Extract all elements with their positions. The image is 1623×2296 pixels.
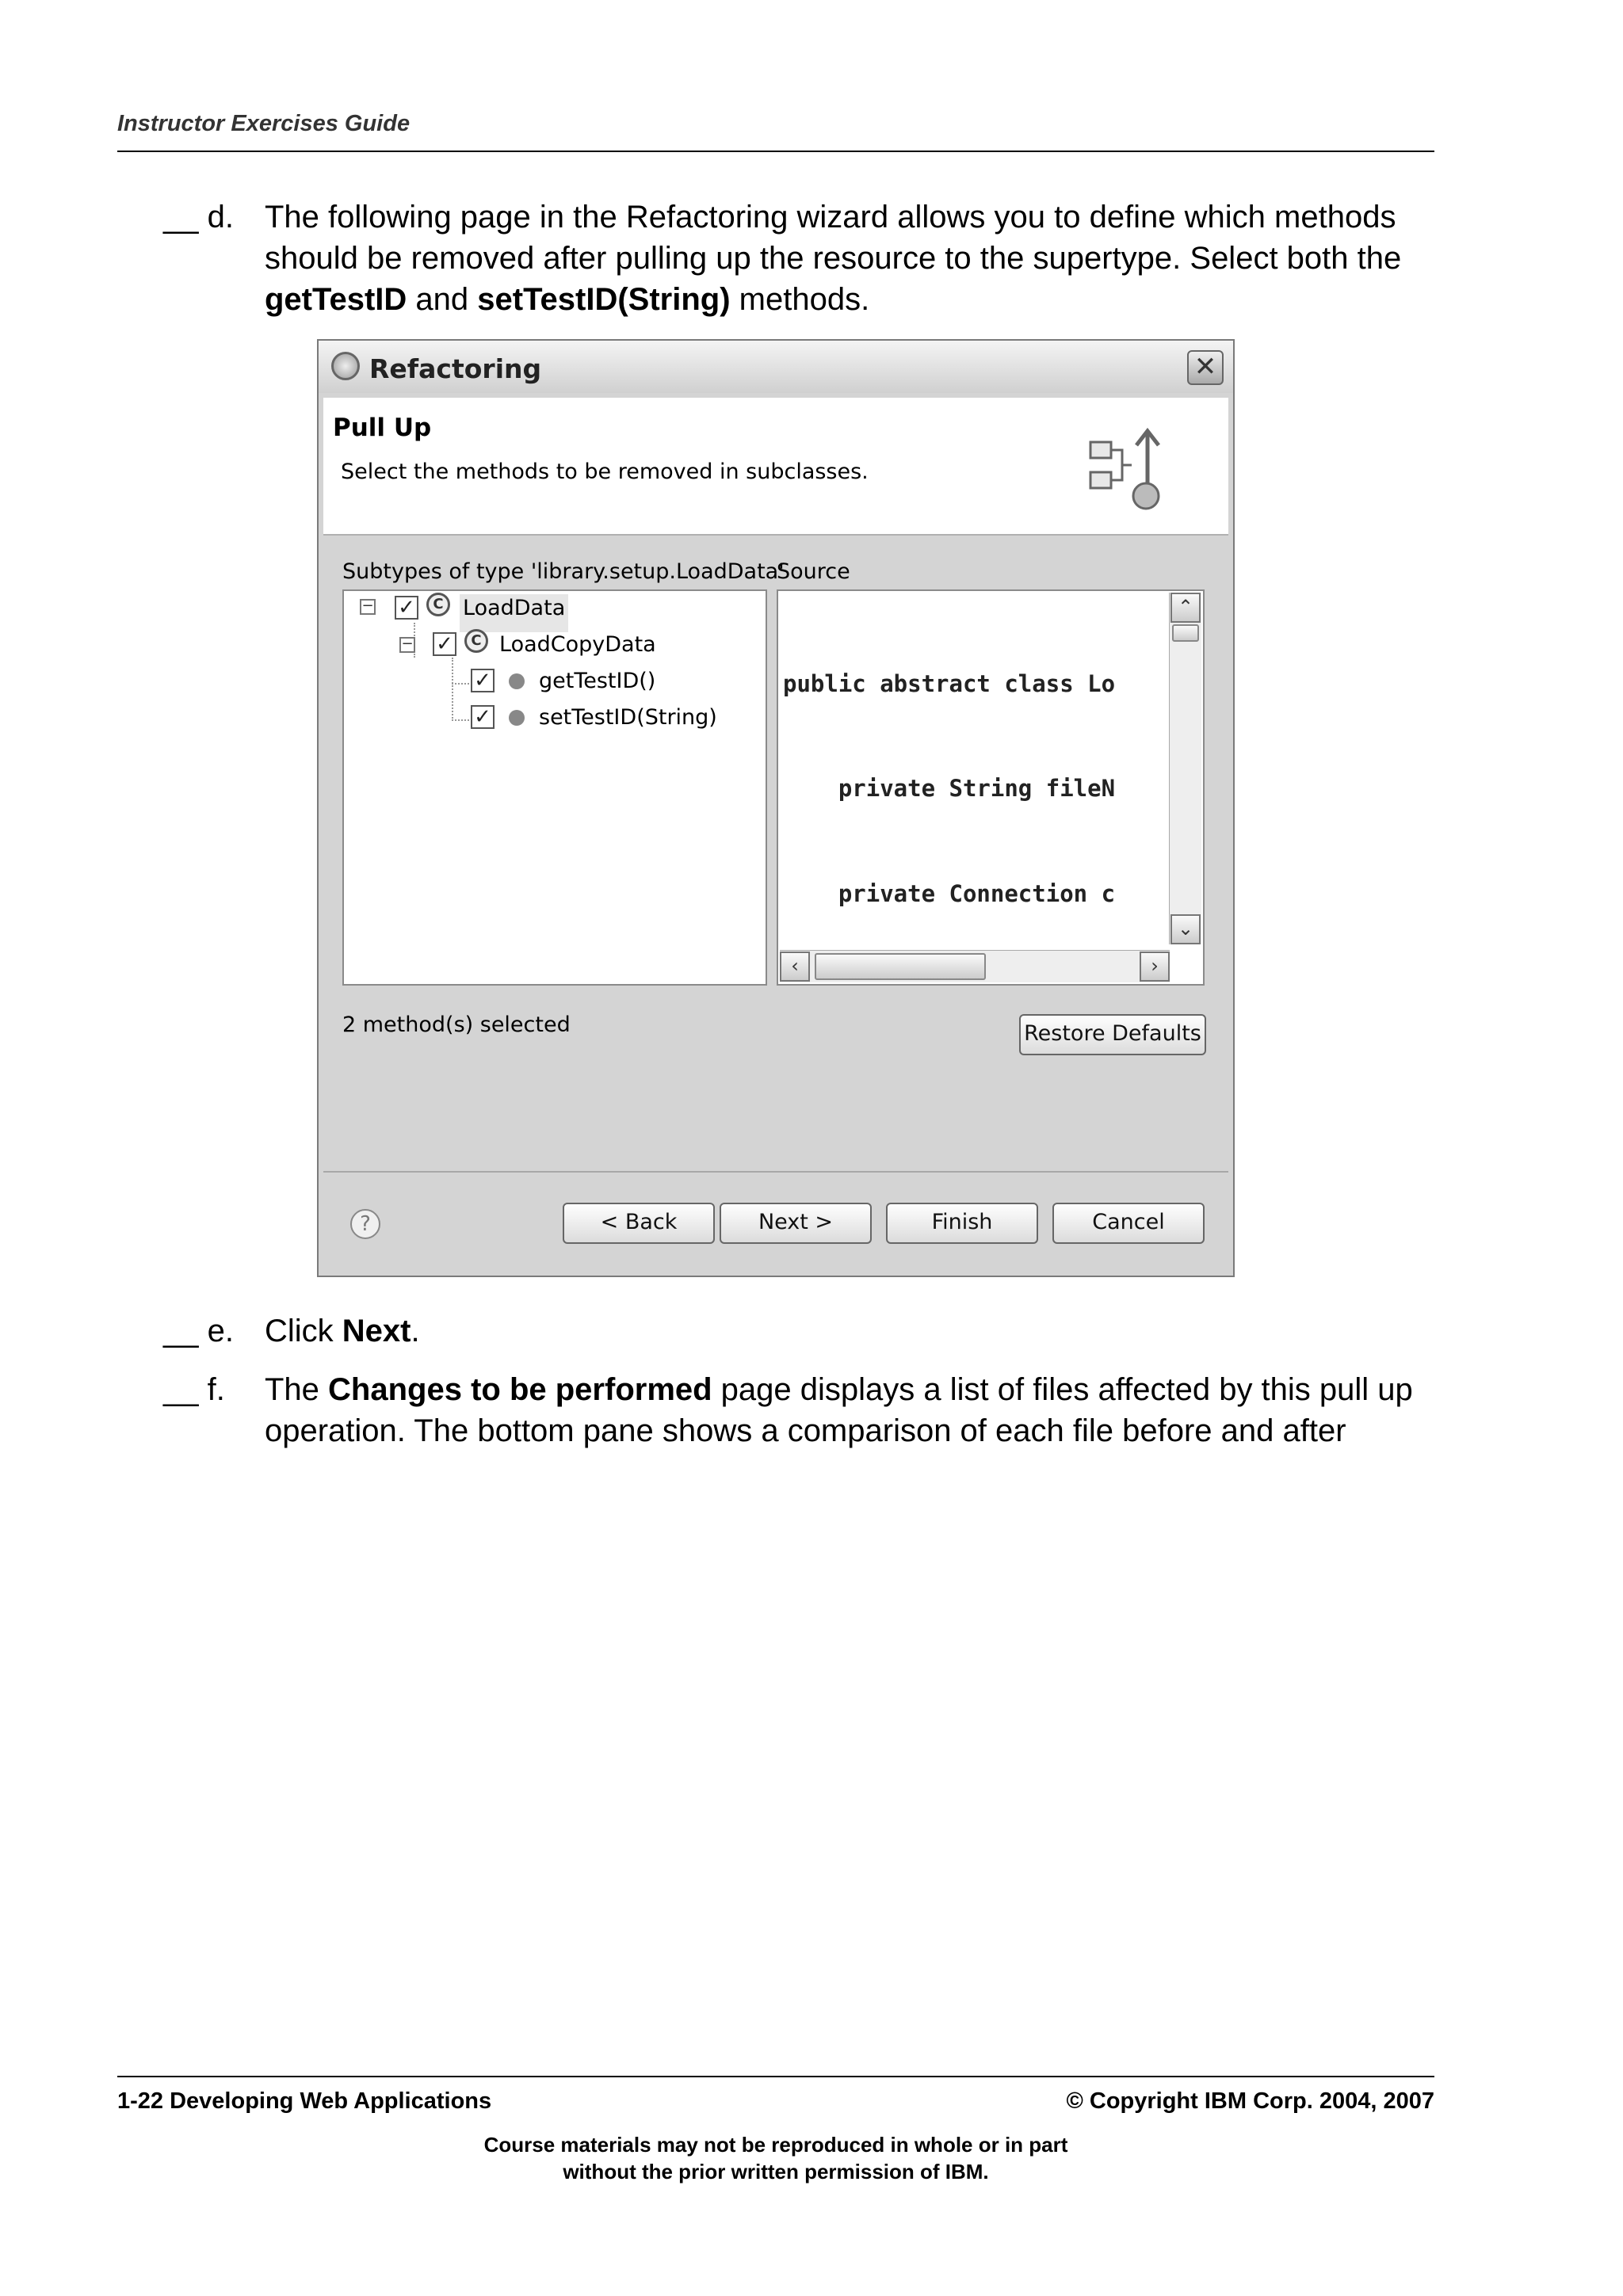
tree-item-loadcopydata[interactable]: LoadCopyData (499, 632, 656, 657)
horizontal-scrollbar[interactable] (780, 950, 1170, 982)
help-icon[interactable]: ? (350, 1209, 380, 1239)
dialog-title-bar (319, 341, 1233, 393)
subtypes-label: Subtypes of type 'library.setup.LoadData' (342, 559, 785, 584)
back-button[interactable]: < Back (563, 1203, 715, 1244)
subtypes-tree[interactable] (342, 589, 767, 986)
tree-checkbox-loaddata[interactable]: ✓ (395, 596, 418, 620)
method-icon (509, 710, 525, 726)
footer-copyright: © Copyright IBM Corp. 2004, 2007 (1066, 2088, 1434, 2114)
method-icon (509, 673, 525, 689)
pull-up-wizard-icon (1084, 421, 1179, 517)
step-e-marker: __ e. (163, 1314, 234, 1348)
cancel-button[interactable]: Cancel (1052, 1203, 1205, 1244)
class-icon: C (426, 593, 450, 616)
close-icon[interactable]: ✕ (1187, 350, 1224, 385)
dialog-title: Refactoring (369, 353, 542, 384)
wizard-page-description: Select the methods to be removed in subclasses. (341, 460, 869, 484)
scroll-down-icon[interactable]: ⌄ (1170, 914, 1201, 944)
source-line: public abstract class Lo (783, 669, 1116, 697)
source-line: private String fileN (783, 775, 1116, 803)
step-d-text: The following page in the Refactoring wizard allows you to define which methods should be removed after pulling up the resource to the supertype. Select both the getTestID and setTestID(String) methods. (265, 200, 1402, 317)
source-code (783, 596, 1163, 986)
tree-item-loaddata[interactable]: LoadData (460, 594, 568, 632)
step-f-marker: __ f. (163, 1372, 225, 1407)
horizontal-scroll-thumb[interactable] (815, 953, 986, 980)
header-rule (117, 151, 1434, 152)
selection-status: 2 method(s) selected (342, 1013, 571, 1037)
tree-checkbox-loadcopydata[interactable]: ✓ (433, 632, 456, 656)
next-button[interactable]: Next > (720, 1203, 872, 1244)
vertical-scroll-thumb[interactable] (1172, 624, 1199, 642)
class-icon: C (464, 629, 488, 653)
footer-rule (117, 2076, 1434, 2077)
tree-item-settestid[interactable]: setTestID(String) (539, 705, 717, 730)
collapse-icon[interactable]: − (360, 599, 376, 615)
page-header-title: Instructor Exercises Guide (117, 111, 411, 136)
source-line: private Connection c (783, 880, 1116, 908)
scroll-right-icon[interactable]: › (1140, 952, 1170, 982)
refactoring-dialog (317, 339, 1235, 1277)
footer-note-line-2: without the prior written permission of IBM. (563, 2160, 989, 2183)
wizard-banner (323, 398, 1228, 536)
vertical-scrollbar[interactable] (1169, 593, 1201, 944)
footer-page-title: 1-22 Developing Web Applications (117, 2088, 492, 2114)
step-d-marker: __ d. (163, 200, 234, 235)
step-f-text: The Changes to be performed page displays a list of files affected by this pull up operation. The bottom pane shows a comparison of each file before and after (265, 1372, 1413, 1448)
restore-defaults-button[interactable]: Restore Defaults (1019, 1014, 1206, 1055)
tree-connector (452, 658, 453, 721)
tree-connector (452, 719, 469, 721)
scroll-up-icon[interactable]: ⌃ (1170, 593, 1201, 623)
step-e-text: Click Next. (265, 1314, 420, 1348)
source-view[interactable] (777, 589, 1205, 986)
finish-button[interactable]: Finish (886, 1203, 1038, 1244)
tree-connector (452, 683, 469, 685)
scroll-left-icon[interactable]: ‹ (780, 952, 810, 982)
refactoring-app-icon (331, 352, 360, 380)
tree-checkbox-settestid[interactable]: ✓ (471, 705, 495, 729)
button-bar-separator (323, 1171, 1228, 1173)
collapse-icon[interactable]: − (399, 637, 415, 653)
tree-item-gettestid[interactable]: getTestID() (539, 669, 656, 693)
footer-note-line-1: Course materials may not be reproduced in whole or in part (483, 2133, 1068, 2157)
tree-checkbox-gettestid[interactable]: ✓ (471, 669, 495, 692)
source-label: Source (777, 559, 850, 584)
wizard-page-title: Pull Up (333, 414, 432, 442)
